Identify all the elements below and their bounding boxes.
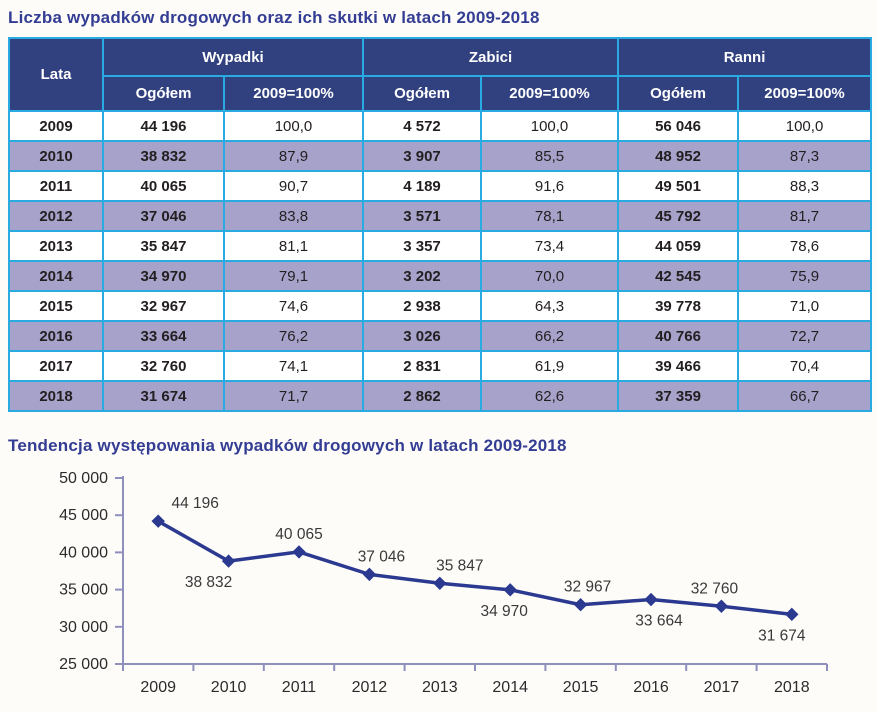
value-cell: 2 831: [363, 351, 481, 381]
value-cell: 39 778: [618, 291, 738, 321]
year-cell: 2018: [9, 381, 103, 411]
value-cell: 2 938: [363, 291, 481, 321]
year-cell: 2014: [9, 261, 103, 291]
index-cell: 78,6: [738, 231, 871, 261]
x-tick-label: 2016: [633, 679, 669, 696]
year-cell: 2015: [9, 291, 103, 321]
value-cell: 37 046: [103, 201, 224, 231]
year-cell: 2016: [9, 321, 103, 351]
table-body: [9, 111, 871, 411]
value-cell: 31 674: [103, 381, 224, 411]
y-tick-label: 40 000: [59, 544, 108, 562]
index-cell: 70,4: [738, 351, 871, 381]
y-tick-label: 45 000: [59, 507, 108, 525]
value-cell: 42 545: [618, 261, 738, 291]
y-tick-label: 25 000: [59, 656, 108, 673]
data-point-label: 35 847: [436, 557, 484, 575]
value-cell: 37 359: [618, 381, 738, 411]
value-cell: 56 046: [618, 111, 738, 141]
value-cell: 3 907: [363, 141, 481, 171]
value-cell: 44 059: [618, 231, 738, 261]
data-point-marker: [293, 546, 305, 558]
index-cell: 100,0: [481, 111, 618, 141]
index-cell: 76,2: [224, 321, 363, 351]
index-cell: 64,3: [481, 291, 618, 321]
group-header-ranni: Ranni: [618, 38, 871, 76]
data-point-label: 33 664: [635, 612, 683, 630]
x-tick-label: 2014: [492, 679, 528, 696]
value-cell: 40 766: [618, 321, 738, 351]
value-cell: 32 967: [103, 291, 224, 321]
value-cell: 39 466: [618, 351, 738, 381]
subheader-zabici-ogolem: Ogółem: [363, 76, 481, 111]
x-tick-label: 2015: [562, 679, 599, 696]
col-header-lata: Lata: [9, 38, 103, 111]
index-cell: 62,6: [481, 381, 618, 411]
data-point-marker: [715, 600, 727, 612]
data-point-label: 37 046: [357, 548, 406, 566]
index-cell: 73,4: [481, 231, 618, 261]
x-tick-label: 2013: [422, 679, 458, 696]
index-cell: 81,1: [224, 231, 363, 261]
value-cell: 33 664: [103, 321, 224, 351]
data-point-label: 34 970: [480, 602, 528, 620]
value-cell: 38 832: [103, 141, 224, 171]
index-cell: 79,1: [224, 261, 363, 291]
y-tick-label: 35 000: [59, 581, 108, 599]
year-cell: 2017: [9, 351, 103, 381]
year-cell: 2010: [9, 141, 103, 171]
x-tick-label: 2009: [140, 679, 176, 696]
index-cell: 87,3: [738, 141, 871, 171]
value-cell: 49 501: [618, 171, 738, 201]
data-point-marker: [363, 568, 375, 580]
value-cell: 4 189: [363, 171, 481, 201]
index-cell: 70,0: [481, 261, 618, 291]
table-row: [9, 351, 871, 381]
group-header-wypadki: Wypadki: [103, 38, 363, 76]
y-tick-label: 50 000: [59, 470, 108, 487]
index-cell: 78,1: [481, 201, 618, 231]
x-tick-label: 2010: [210, 679, 247, 696]
data-point-marker: [434, 577, 446, 589]
index-cell: 61,9: [481, 351, 618, 381]
x-tick-label: 2018: [774, 679, 810, 696]
accidents-table: [8, 37, 872, 412]
value-cell: 35 847: [103, 231, 224, 261]
value-cell: 3 202: [363, 261, 481, 291]
index-cell: 83,8: [224, 201, 363, 231]
index-cell: 87,9: [224, 141, 363, 171]
index-cell: 74,1: [224, 351, 363, 381]
value-cell: 34 970: [103, 261, 224, 291]
index-cell: 81,7: [738, 201, 871, 231]
value-cell: 3 026: [363, 321, 481, 351]
data-point-marker: [645, 594, 657, 606]
value-cell: 2 862: [363, 381, 481, 411]
chart-title: Tendencja występowania wypadków drogowych w latach 2009-2018: [8, 436, 567, 455]
year-cell: 2012: [9, 201, 103, 231]
data-point-label: 32 967: [563, 578, 612, 596]
report-page: [0, 8, 878, 712]
table-title: Liczba wypadków drogowych oraz ich skutki w latach 2009-2018: [8, 8, 540, 27]
group-header-zabici: Zabici: [363, 38, 618, 76]
data-point-marker: [575, 599, 587, 611]
data-point-label: 32 760: [690, 580, 739, 598]
year-cell: 2013: [9, 231, 103, 261]
index-cell: 66,7: [738, 381, 871, 411]
value-cell: 32 760: [103, 351, 224, 381]
table-row: [9, 141, 871, 171]
value-cell: 44 196: [103, 111, 224, 141]
data-point-label: 31 674: [758, 627, 806, 645]
index-cell: 71,0: [738, 291, 871, 321]
index-cell: 72,7: [738, 321, 871, 351]
subheader-ranni-index: 2009=100%: [738, 76, 871, 111]
x-tick-label: 2017: [703, 679, 740, 696]
subheader-ranni-ogolem: Ogółem: [618, 76, 738, 111]
index-cell: 88,3: [738, 171, 871, 201]
data-point-marker: [786, 608, 798, 620]
index-cell: 66,2: [481, 321, 618, 351]
index-cell: 85,5: [481, 141, 618, 171]
index-cell: 74,6: [224, 291, 363, 321]
value-cell: 45 792: [618, 201, 738, 231]
index-cell: 100,0: [224, 111, 363, 141]
index-cell: 91,6: [481, 171, 618, 201]
data-point-label: 40 065: [275, 525, 323, 543]
subheader-wypadki-index: 2009=100%: [224, 76, 363, 111]
subheader-zabici-index: 2009=100%: [481, 76, 618, 111]
index-cell: 90,7: [224, 171, 363, 201]
value-cell: 40 065: [103, 171, 224, 201]
table-row: [9, 321, 871, 351]
table-row: [9, 171, 871, 201]
index-cell: 75,9: [738, 261, 871, 291]
x-tick-label: 2012: [351, 679, 388, 696]
value-cell: 4 572: [363, 111, 481, 141]
table-row: [9, 261, 871, 291]
index-cell: 71,7: [224, 381, 363, 411]
index-cell: 100,0: [738, 111, 871, 141]
data-point-marker: [504, 584, 516, 596]
x-tick-label: 2011: [281, 679, 317, 696]
value-cell: 48 952: [618, 141, 738, 171]
table-row: [9, 111, 871, 141]
data-point-label: 38 832: [184, 574, 233, 592]
year-cell: 2009: [9, 111, 103, 141]
y-tick-label: 30 000: [59, 618, 108, 636]
table-row: [9, 231, 871, 261]
table-row: [9, 381, 871, 411]
table-header: [9, 38, 871, 111]
table-row: [9, 201, 871, 231]
table-row: [9, 291, 871, 321]
value-cell: 3 357: [363, 231, 481, 261]
year-cell: 2011: [9, 171, 103, 201]
data-point-label: 44 196: [171, 495, 219, 513]
value-cell: 3 571: [363, 201, 481, 231]
trend-chart: [0, 458, 878, 704]
subheader-wypadki-ogolem: Ogółem: [103, 76, 224, 111]
